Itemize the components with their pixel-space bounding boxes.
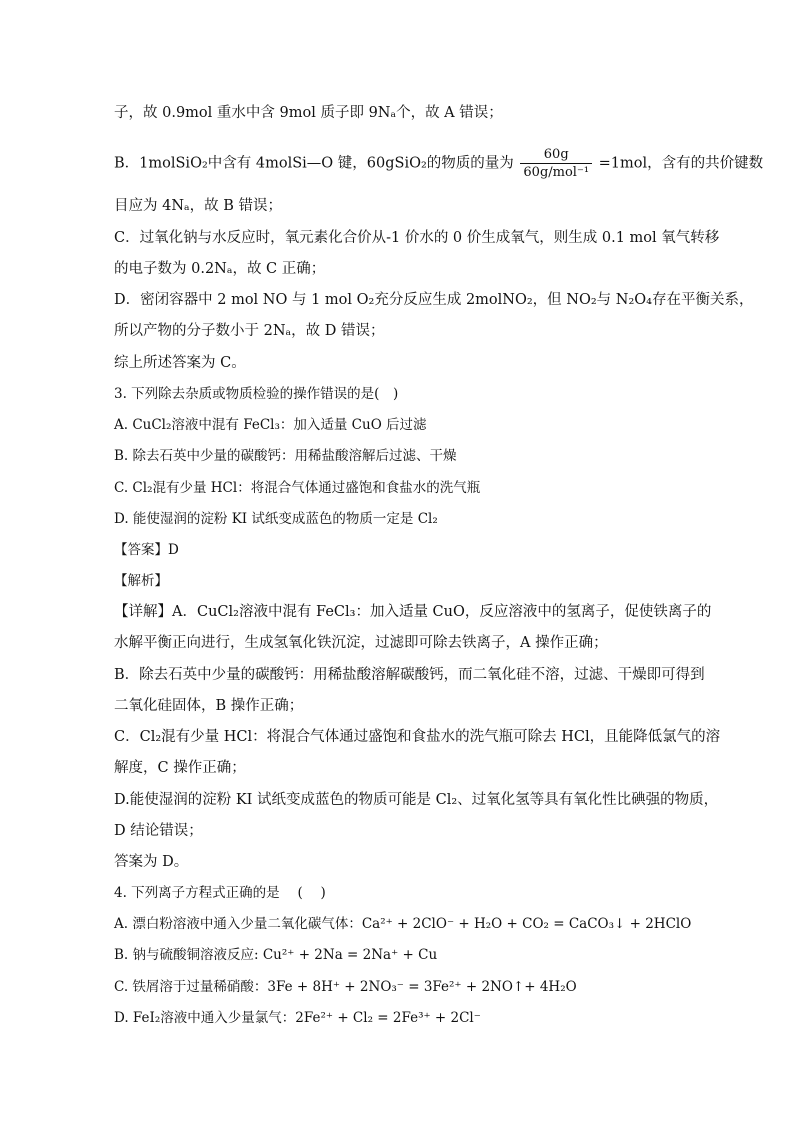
text-line: D 结论错误； bbox=[114, 823, 203, 839]
text-line: 综上所述答案为 C。 bbox=[114, 355, 246, 371]
text-line: 目应为 4Nₐ，故 B 错误； bbox=[114, 198, 282, 214]
question-option: A. 漂白粉溶液中通入少量二氧化碳气体：Ca²⁺ + 2ClO⁻ + H₂O + CO₂ = CaCO₃↓ + 2HClO bbox=[114, 916, 692, 932]
text-line: B．除去石英中少量的碳酸钙：用稀盐酸溶解碳酸钙，而二氧化硅不溶，过滤、干燥即可得到 bbox=[114, 667, 705, 683]
question-option: D. FeI₂溶液中通入少量氯气：2Fe²⁺ + Cl₂ = 2Fe³⁺ + 2Cl⁻ bbox=[114, 1010, 481, 1026]
answer-label: 【答案】D bbox=[114, 542, 179, 558]
text-line-option-b bbox=[114, 146, 763, 181]
question-option: C. 铁屑溶于过量稀硝酸：3Fe + 8H⁺ + 2NO₃⁻ = 3Fe²⁺ + 2NO↑+ 4H₂O bbox=[114, 979, 577, 995]
fraction bbox=[520, 146, 592, 181]
text-line: D．密闭容器中 2 mol NO 与 1 mol O₂充分反应生成 2molNO₂，但 NO₂与 N₂O₄存在平衡关系， bbox=[114, 292, 754, 308]
text-line: 的电子数为 0.2Nₐ，故 C 正确； bbox=[114, 261, 326, 277]
analysis-label: 【解析】 bbox=[114, 573, 168, 589]
fraction-numerator: 60g bbox=[520, 146, 592, 164]
fraction-denominator: 60g/mol⁻¹ bbox=[523, 165, 590, 180]
question-title: 4. 下列离子方程式正确的是 ( ) bbox=[114, 885, 326, 901]
question-option: B. 除去石英中少量的碳酸钙：用稀盐酸溶解后过滤、干燥 bbox=[114, 448, 457, 464]
text-line: C．过氧化钠与水反应时，氧元素化合价从-1 价水的 0 价生成氧气，则生成 0.1 mol 氧气转移 bbox=[114, 230, 720, 246]
text-line: 子，故 0.9mol 重水中含 9mol 质子即 9Nₐ个，故 A 错误； bbox=[114, 105, 503, 121]
text-line: 二氧化硅固体，B 操作正确； bbox=[114, 698, 304, 714]
option-b-text-after: =1mol，含有的共价键数 bbox=[598, 155, 764, 172]
question-title: 3. 下列除去杂质或物质检验的操作错误的是( ) bbox=[114, 386, 399, 402]
text-line: D.能使湿润的淀粉 KI 试纸变成蓝色的物质可能是 Cl₂、过氧化氢等具有氧化性比碘强的物质， bbox=[114, 792, 719, 808]
question-option: D. 能使湿润的淀粉 KI 试纸变成蓝色的物质一定是 Cl₂ bbox=[114, 511, 438, 527]
question-option: A. CuCl₂溶液中混有 FeCl₃：加入适量 CuO 后过滤 bbox=[114, 417, 427, 433]
text-line: C．Cl₂混有少量 HCl：将混合气体通过盛饱和食盐水的洗气瓶可除去 HCl，且能降低氯气的溶 bbox=[114, 729, 721, 745]
option-b-text-before: B．1molSiO₂中含有 4molSi—O 键，60gSiO₂的物质的量为 bbox=[114, 155, 514, 172]
text-line: 答案为 D。 bbox=[114, 854, 189, 870]
question-option: C. Cl₂混有少量 HCl：将混合气体通过盛饱和食盐水的洗气瓶 bbox=[114, 480, 481, 496]
question-option: B. 钠与硫酸铜溶液反应: Cu²⁺ + 2Na = 2Na⁺ + Cu bbox=[114, 947, 438, 963]
text-line: 【详解】A．CuCl₂溶液中混有 FeCl₃：加入适量 CuO，反应溶液中的氢离子，促使铁离子的 bbox=[114, 604, 712, 620]
text-line: 解度，C 操作正确； bbox=[114, 760, 246, 776]
text-line: 水解平衡正向进行，生成氢氧化铁沉淀，过滤即可除去铁离子，A 操作正确； bbox=[114, 635, 608, 651]
text-line: 所以产物的分子数小于 2Nₐ，故 D 错误； bbox=[114, 323, 385, 339]
